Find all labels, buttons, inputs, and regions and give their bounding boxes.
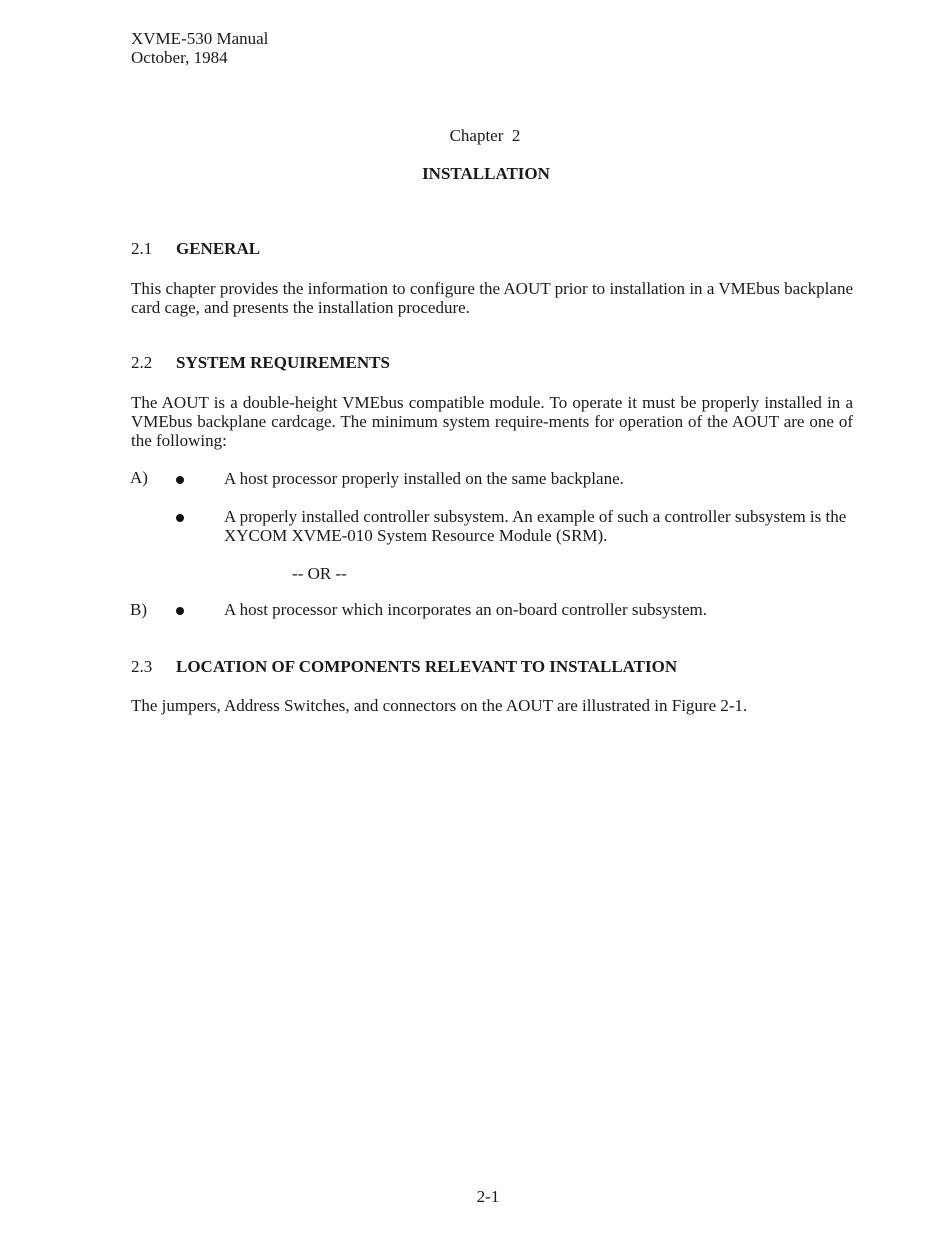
section-title: GENERAL <box>176 239 261 258</box>
section-heading-general <box>131 239 260 259</box>
or-separator: -- OR -- <box>292 564 347 583</box>
section-paragraph-location-of-components: The jumpers, Address Switches, and connectors on the AOUT are illustrated in Figure 2-1. <box>131 696 748 715</box>
chapter-title: INSTALLATION <box>422 164 550 183</box>
section-paragraph-system-requirements: The AOUT is a double-height VMEbus compatible module. To operate it must be properly installed in a VMEbus backplane cardcage. The minimum system require-ments for operation of the AOUT are one of the following: <box>131 393 853 450</box>
chapter-label: Chapter 2 <box>449 126 521 145</box>
section-number: 2.3 <box>131 657 153 676</box>
section-number: 2.1 <box>131 239 153 258</box>
section-heading-system-requirements <box>131 353 390 373</box>
page-number: 2-1 <box>476 1187 500 1206</box>
list-item: A host processor which incorporates an on-board controller subsystem. <box>224 600 707 619</box>
section-title: LOCATION OF COMPONENTS RELEVANT TO INSTALLATION <box>176 657 678 676</box>
option-b-label: B) <box>130 600 147 619</box>
bullet-icon <box>176 470 186 480</box>
list-item: A host processor properly installed on the same backplane. <box>224 469 624 488</box>
list-item: A properly installed controller subsystem. An example of such a controller subsystem is the XYCOM XVME-010 System Resource Module (SRM). <box>224 507 847 545</box>
bullet-icon <box>176 601 186 611</box>
document-header <box>131 29 268 67</box>
option-a-label: A) <box>130 468 148 487</box>
manual-title: XVME-530 Manual <box>131 29 269 48</box>
section-title: SYSTEM REQUIREMENTS <box>176 353 390 372</box>
manual-date: October, 1984 <box>131 48 228 67</box>
bullet-icon <box>176 508 186 518</box>
section-number: 2.2 <box>131 353 153 372</box>
section-paragraph-general: This chapter provides the information to configure the AOUT prior to installation in a VMEbus backplane card cage, and presents the installation procedure. <box>131 279 853 317</box>
section-heading-location-of-components <box>131 657 677 677</box>
